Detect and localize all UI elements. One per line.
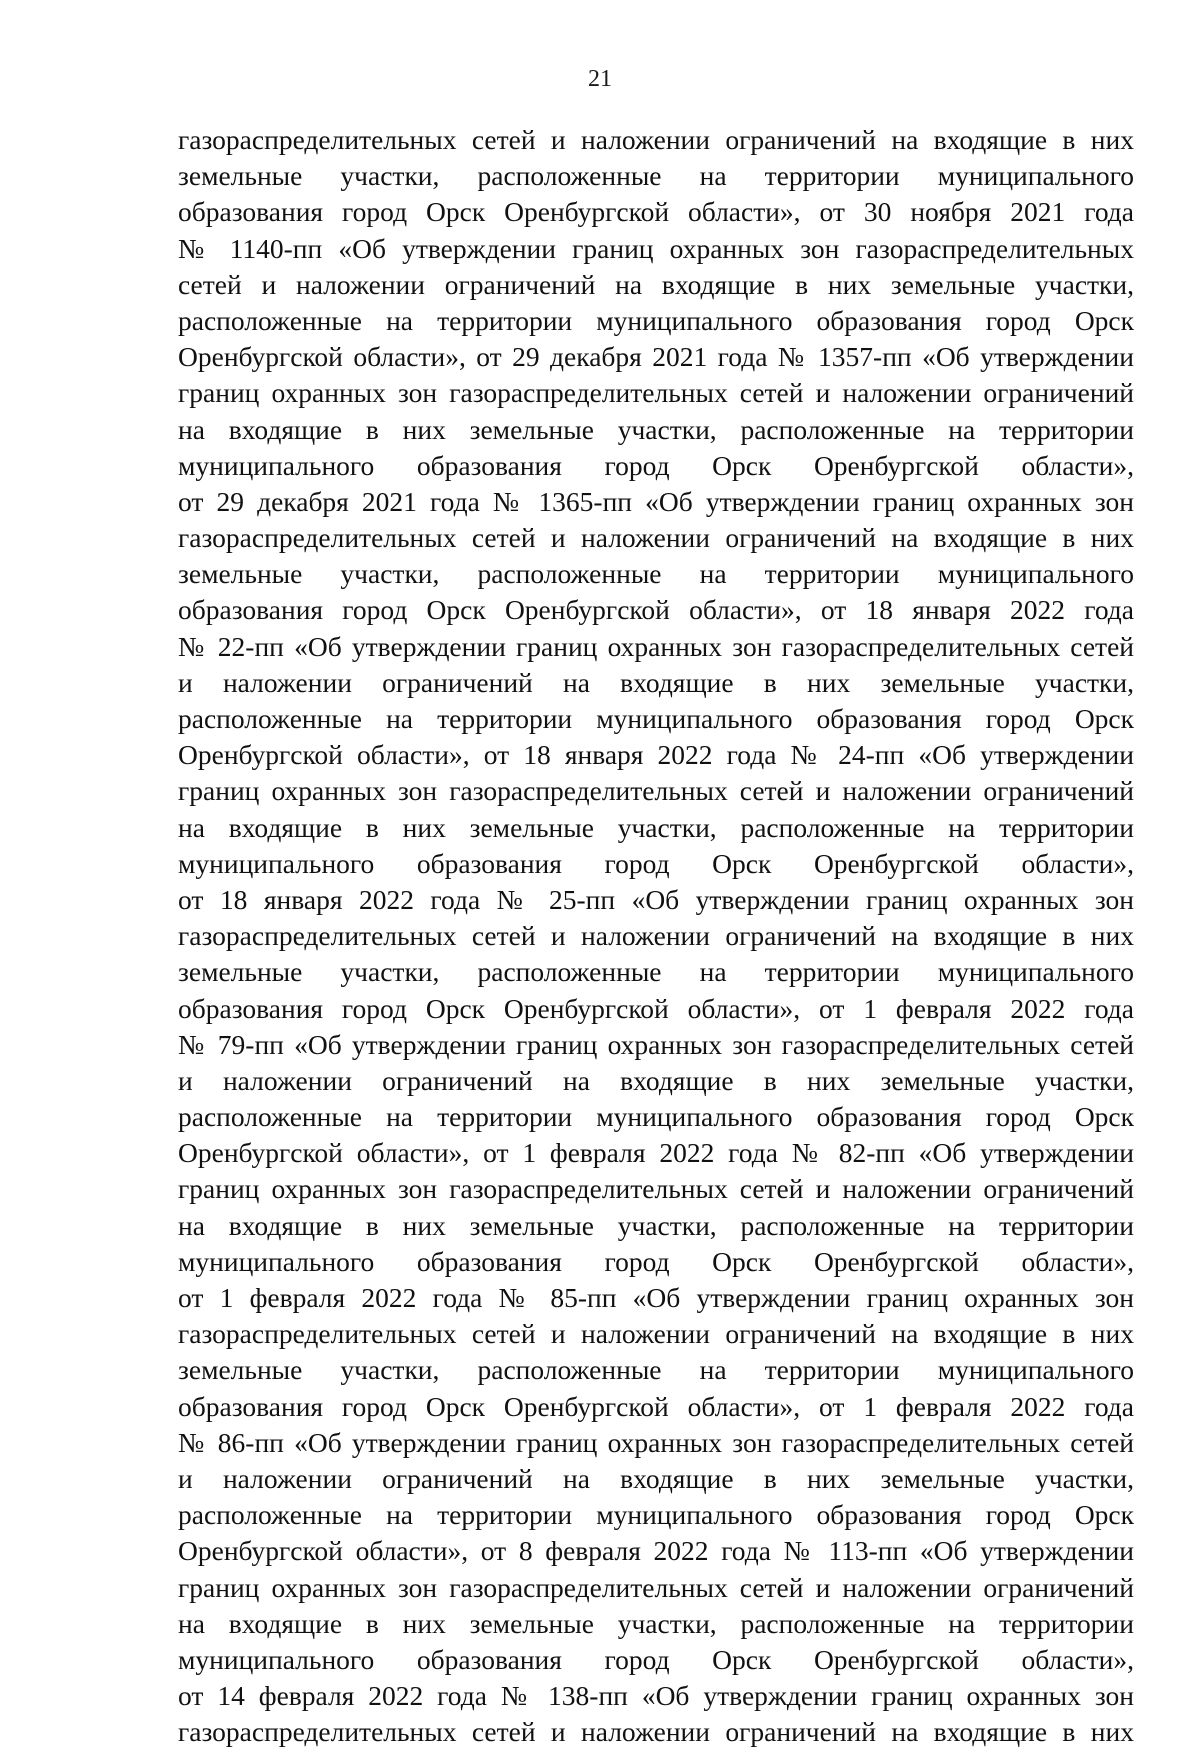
text-line: муниципального образования город Орск Оренбургской области», xyxy=(178,1245,1134,1277)
text-line: газораспределительных сетей и наложении ограничений на входящие в них xyxy=(178,522,1134,554)
text-line: образования город Орск Оренбургской области», от 1 февраля 2022 года xyxy=(178,1390,1134,1422)
text-line: газораспределительных сетей и наложении ограничений на входящие в них xyxy=(178,124,1134,155)
text-line: образования город Орск Оренбургской области», от 18 января 2022 года xyxy=(178,594,1134,626)
text-line: муниципального образования город Орск Оренбургской области», xyxy=(178,1643,1134,1675)
text-line: границ охранных зон газораспределительных сетей и наложении ограничений xyxy=(178,1571,1134,1603)
text-line: от 14 февраля 2022 года № 138-пп «Об утверждении границ охранных зон xyxy=(178,1680,1134,1712)
text-line: расположенные на территории муниципального образования город Орск xyxy=(178,1499,1134,1531)
text-line: и наложении ограничений на входящие в них земельные участки, xyxy=(178,1462,1134,1494)
text-line: земельные участки, расположенные на территории муниципального xyxy=(178,558,1134,590)
text-line: на входящие в них земельные участки, расположенные на территории xyxy=(178,811,1134,843)
text-line: № 1140-пп «Об утверждении границ охранных зон газораспределительных xyxy=(178,232,1134,264)
text-line: земельные участки, расположенные на территории муниципального xyxy=(178,160,1134,192)
text-line: газораспределительных сетей и наложении ограничений на входящие в них xyxy=(178,1318,1134,1350)
text-line: на входящие в них земельные участки, расположенные на территории xyxy=(178,413,1134,445)
text-line: № 79-пп «Об утверждении границ охранных зон газораспределительных сетей xyxy=(178,1028,1134,1060)
text-line: газораспределительных сетей и наложении ограничений на входящие в них xyxy=(178,920,1134,952)
text-line: границ охранных зон газораспределительных сетей и наложении ограничений xyxy=(178,1173,1134,1205)
text-line: от 1 февраля 2022 года № 85-пп «Об утверждении границ охранных зон xyxy=(178,1282,1134,1313)
text-line: муниципального образования город Орск Оренбургской области», xyxy=(178,449,1134,481)
text-line: границ охранных зон газораспределительных сетей и наложении ограничений xyxy=(178,377,1134,409)
text-line: границ охранных зон газораспределительных сетей и наложении ограничений xyxy=(178,775,1134,807)
text-line: сетей и наложении ограничений на входящие в них земельные участки, xyxy=(178,268,1134,300)
page-number: 21 xyxy=(588,66,612,92)
text-line: и наложении ограничений на входящие в них земельные участки, xyxy=(178,666,1134,698)
text-line: Оренбургской области», от 8 февраля 2022 года № 113-пп «Об утверждении xyxy=(178,1535,1134,1567)
text-line: расположенные на территории муниципального образования город Орск xyxy=(178,1101,1134,1133)
text-line: № 22-пп «Об утверждении границ охранных зон газораспределительных сетей xyxy=(178,630,1134,662)
text-line: от 18 января 2022 года № 25-пп «Об утверждении границ охранных зон xyxy=(178,883,1134,915)
text-line: Оренбургской области», от 29 декабря 2021 года № 1357-пп «Об утверждении xyxy=(178,341,1134,373)
text-line: расположенные на территории муниципального образования город Орск xyxy=(178,304,1134,336)
body-text xyxy=(178,122,1134,1750)
text-line: № 86-пп «Об утверждении границ охранных зон газораспределительных сетей xyxy=(178,1426,1134,1458)
text-line: образования город Орск Оренбургской области», от 30 ноября 2021 года xyxy=(178,196,1134,228)
text-line: земельные участки, расположенные на территории муниципального xyxy=(178,1354,1134,1386)
text-line: и наложении ограничений на входящие в них земельные участки, xyxy=(178,1064,1134,1096)
text-line: образования город Орск Оренбургской области», от 1 февраля 2022 года xyxy=(178,992,1134,1024)
text-line: на входящие в них земельные участки, расположенные на территории xyxy=(178,1209,1134,1241)
text-line: Оренбургской области», от 18 января 2022 года № 24-пп «Об утверждении xyxy=(178,739,1134,771)
text-line: расположенные на территории муниципального образования город Орск xyxy=(178,703,1134,734)
text-line: земельные участки, расположенные на территории муниципального xyxy=(178,956,1134,988)
text-line: муниципального образования город Орск Оренбургской области», xyxy=(178,847,1134,879)
text-line: от 29 декабря 2021 года № 1365-пп «Об утверждении границ охранных зон xyxy=(178,485,1134,517)
text-line: газораспределительных сетей и наложении ограничений на входящие в них xyxy=(178,1716,1134,1748)
text-line: на входящие в них земельные участки, расположенные на территории xyxy=(178,1607,1134,1639)
text-line: Оренбургской области», от 1 февраля 2022 года № 82-пп «Об утверждении xyxy=(178,1137,1134,1169)
